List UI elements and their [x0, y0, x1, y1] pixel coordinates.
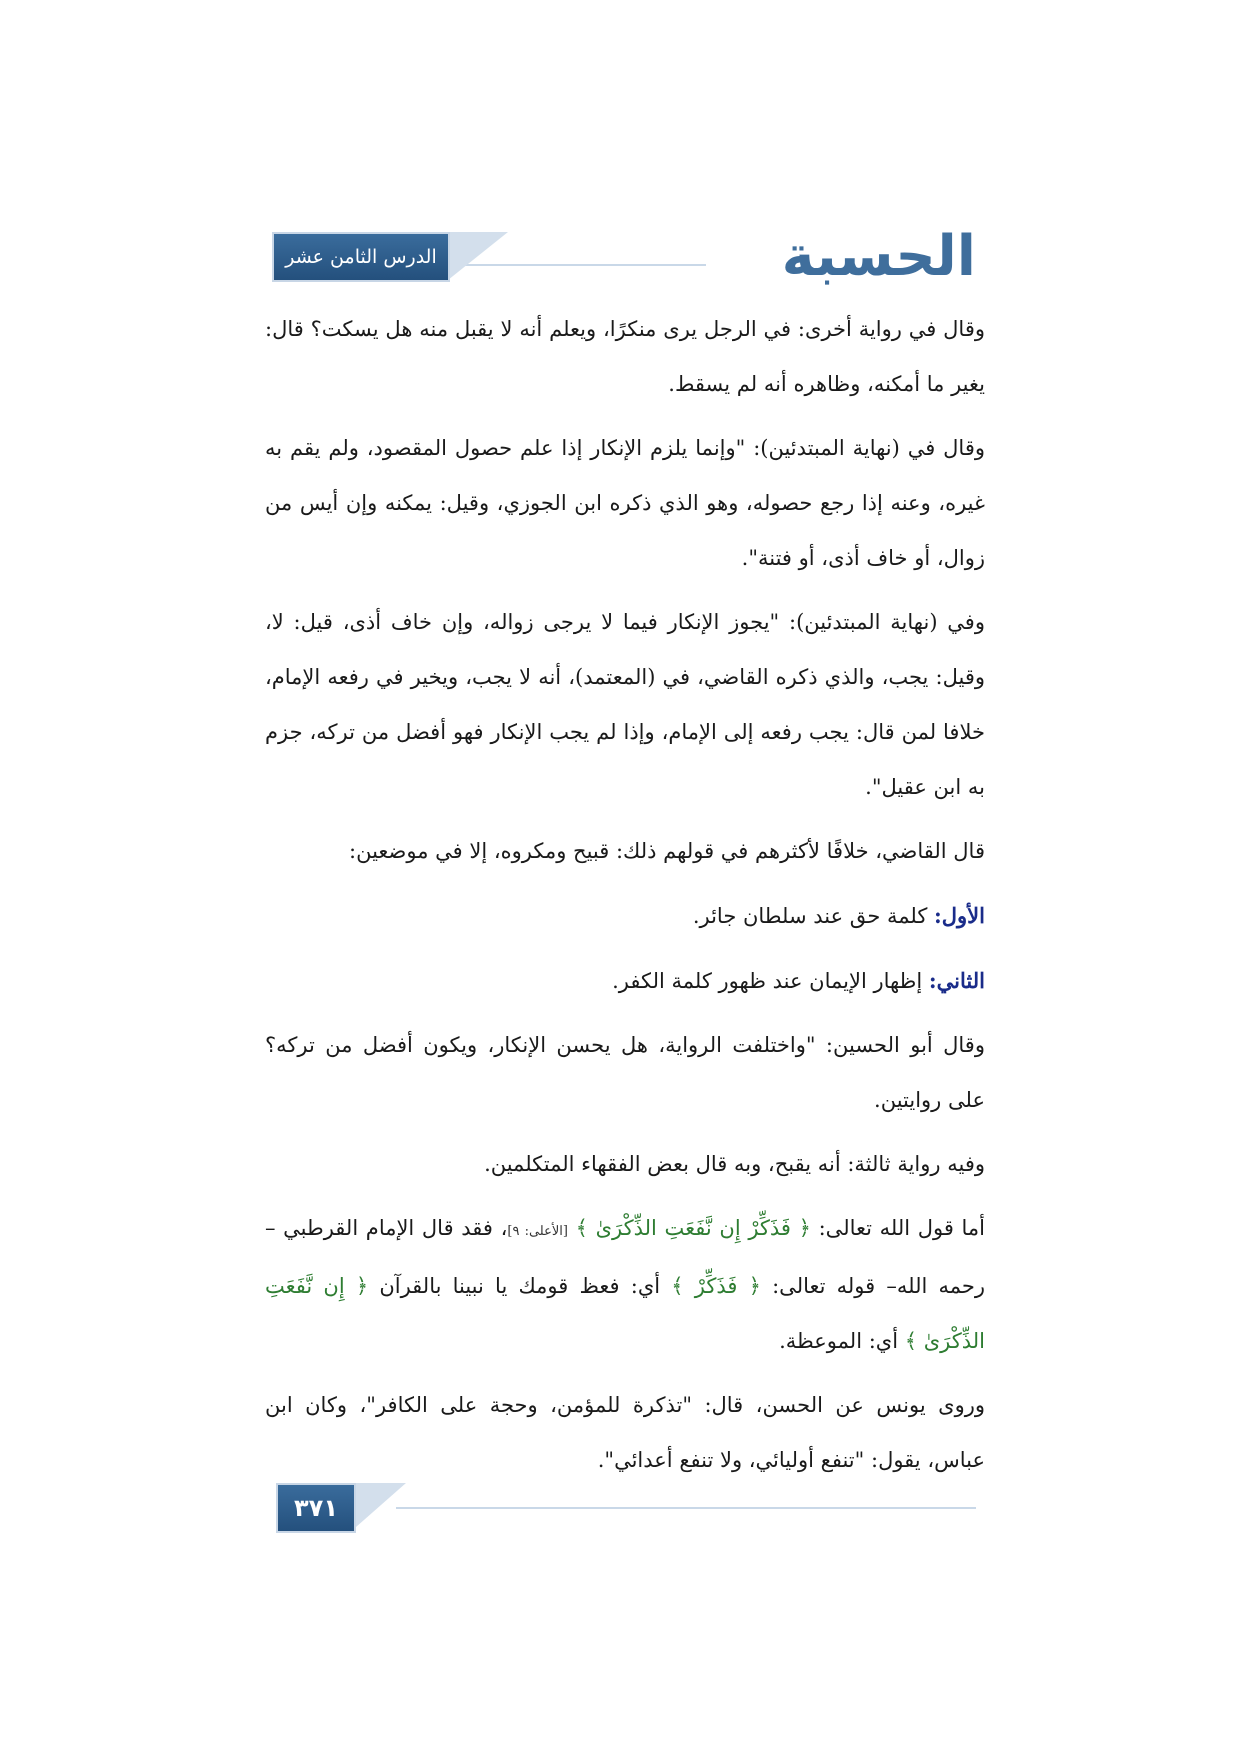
- page-header: [272, 224, 976, 289]
- point-second: [265, 953, 985, 1009]
- paragraph-7-intro: أما قول الله تعالى:: [818, 1216, 986, 1240]
- paragraph-2: وقال في (نهاية المبتدئين): "وإنما يلزم الإنكار إذا علم حصول المقصود، ولم يقم به غيره، وعنه إذا رجع حصوله، وهو الذي ذكره ابن الجوزي، وقيل: يمكنه وإن أيس من زوال، أو خاف أذى، أو فتنة".: [265, 436, 985, 570]
- paragraph-5: وقال أبو الحسين: "واختلفت الرواية، هل يحسن الإنكار، ويكون أفضل من تركه؟ على روايتين.: [265, 1033, 985, 1112]
- paragraph-4: قال القاضي، خلافًا لأكثرهم في قولهم ذلك: قبيح ومكروه، إلا في موضعين:: [349, 839, 985, 863]
- footer-wedge: [356, 1483, 406, 1527]
- point-first-text: كلمة حق عند سلطان جائر.: [692, 904, 928, 928]
- point-second-text: إظهار الإيمان عند ظهور كلمة الكفر.: [612, 969, 923, 993]
- point-first: [265, 888, 985, 944]
- paragraph-7-explanation: أي: فعظ قومك يا نبينا بالقرآن: [379, 1274, 661, 1298]
- paragraph-7-end: أي: الموعظة.: [779, 1329, 899, 1353]
- paragraph-3: وفي (نهاية المبتدئين): "يجوز الإنكار فيما لا يرجى زواله، وإن خاف أذى، قيل: لا، وقيل: يجب، والذي ذكره القاضي، في (المعتمد)، أنه لا يجب، ويخير في رفعه الإمام، خلافا لمن قال: يجب رفعه إلى الإمام، وإذا لم يجب الإنكار فهو أفضل من تركه، جزم به ابن عقيل".: [265, 610, 985, 799]
- paragraph-1: وقال في رواية أخرى: في الرجل يرى منكرًا، ويعلم أنه لا يقبل منه هل يسكت؟ قال: يغير ما أمكنه، وظاهره أنه لم يسقط.: [265, 317, 985, 396]
- point-second-label: الثاني:: [928, 968, 985, 993]
- paragraph-8: وروى يونس عن الحسن، قال: "تذكرة للمؤمن، وحجة على الكافر"، وكان ابن عباس، يقول: "تنفع أوليائي، ولا تنفع أعدائي".: [265, 1393, 985, 1472]
- quran-verse-3: ﴿ إِن نَّفَعَتِ الذِّكْرَىٰ ﴾: [265, 1274, 985, 1353]
- page-footer: [276, 1483, 976, 1533]
- quran-verse-1: ﴿ فَذَكِّرْ إِن نَّفَعَتِ الذِّكْرَىٰ ﴾: [575, 1216, 811, 1240]
- lesson-badge: الدرس الثامن عشر: [272, 232, 450, 282]
- footer-rule: [396, 1507, 976, 1509]
- page-body: [265, 302, 985, 1497]
- paragraph-7-middle: ، فقد قال الإمام القرطبي –رحمه الله– قوله تعالى:: [265, 1216, 986, 1298]
- paragraph-7: [265, 1201, 985, 1369]
- book-title: الحسبة: [781, 224, 976, 289]
- point-first-label: الأول:: [934, 903, 985, 928]
- header-wedge: [448, 232, 508, 280]
- quran-verse-2: ﴿ فَذَكِّرْ ﴾: [671, 1274, 761, 1298]
- paragraph-6: وفيه رواية ثالثة: أنه يقبح، وبه قال بعض الفقهاء المتكلمين.: [484, 1152, 985, 1176]
- page-number: ٣٧١: [276, 1483, 356, 1533]
- verse-reference: [الأعلى: ٩]: [507, 1224, 568, 1239]
